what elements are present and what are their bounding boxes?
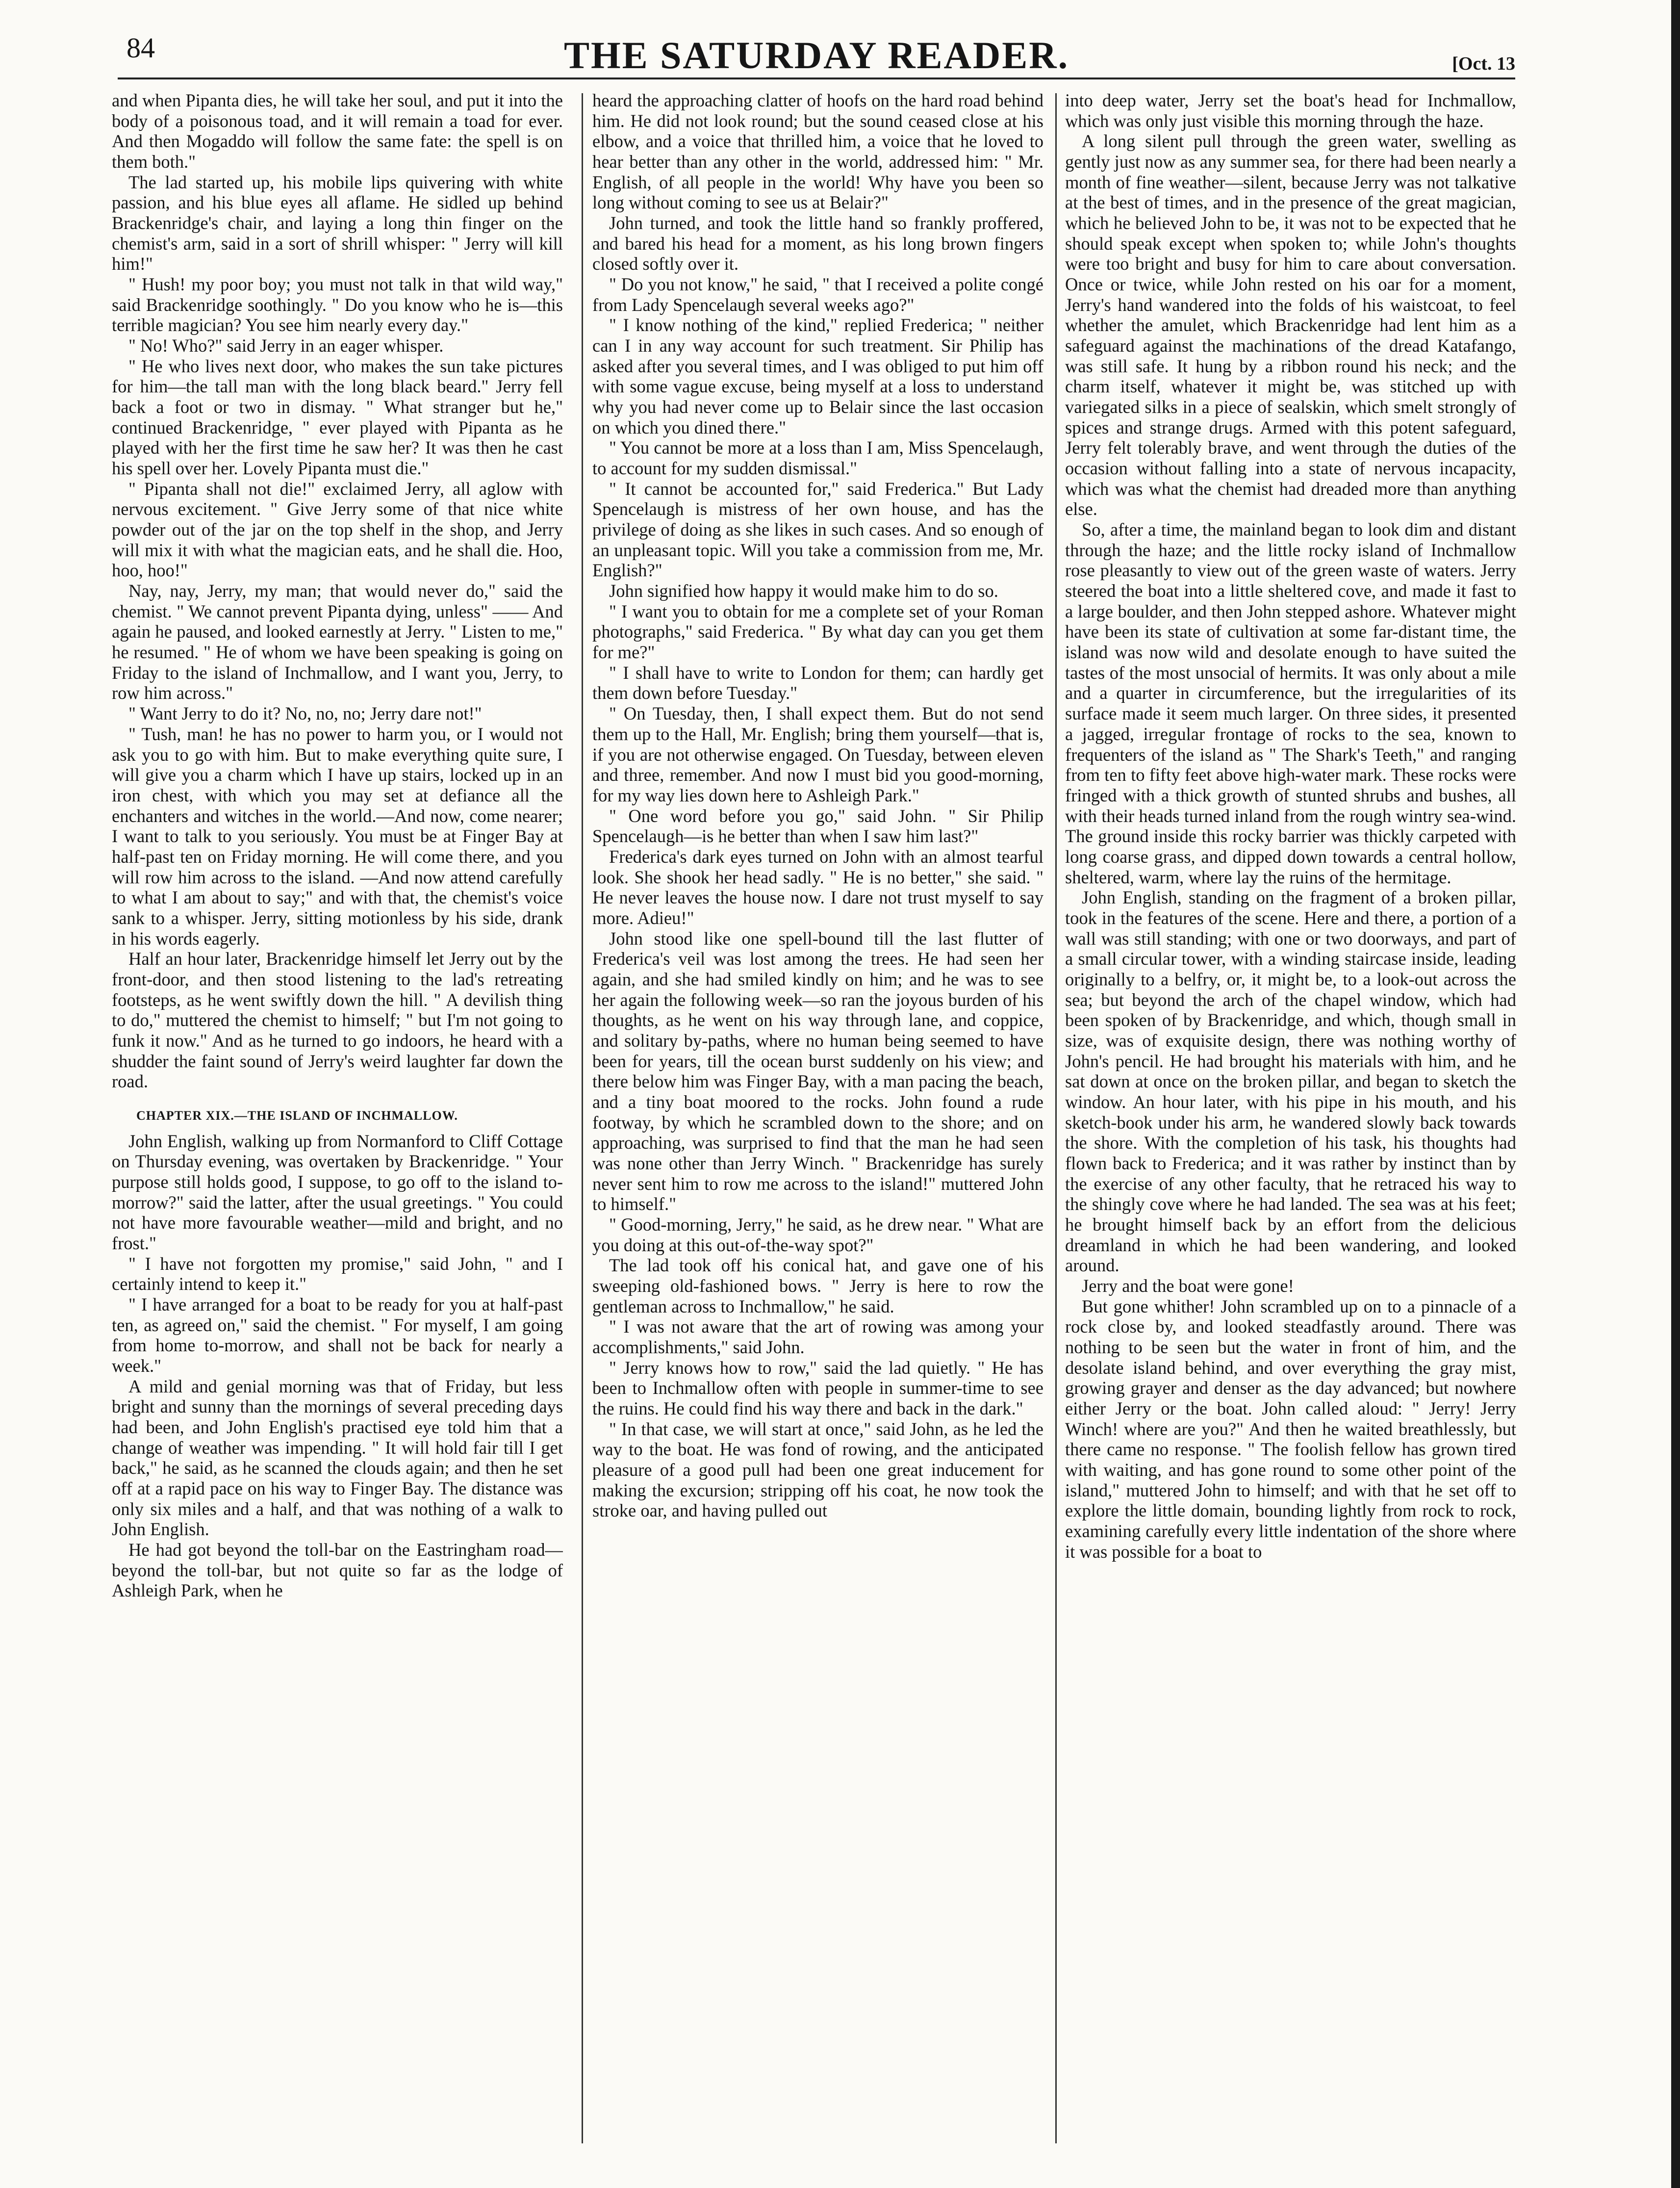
column-divider [1055,93,1057,2143]
paragraph: " Want Jerry to do it? No, no, no; Jerry dare not!" [128,703,482,724]
paragraph: " I shall have to write to London for them; can hardly get them down before Tuesday." [592,662,1044,703]
paragraph: A mild and genial morning was that of Friday, but less bright and sunny than the mornings of several preceding days had been, and John English's practised eye told him that a change of weather was impending. " It will hold fair till I get back," he said, as he scanned the clouds again; and then he set off at a rapid pace on his way to Finger Bay. The distance was only six miles and a half, and that was nothing of a walk to John English. [112,1376,563,1540]
paragraph: " No! Who?" said Jerry in an eager whisper. [128,335,444,356]
paragraph: " Do you not know," he said, " that I received a polite congé from Lady Spencelaugh several weeks ago?" [592,274,1044,315]
paragraph: Jerry and the boat were gone! [1082,1275,1294,1296]
masthead [118,14,1515,87]
paragraph: Nay, nay, Jerry, my man; that would never do," said the chemist. " We cannot prevent Pipanta dying, unless" —— And again he paused, and looked earnestly at Jerry. " Listen to me," he resumed. " He of whom we have been speaking is going on Friday to the island of Inchmallow, and I want you, Jerry, to row him across." [112,581,563,703]
paragraph: John English, walking up from Normanford to Cliff Cottage on Thursday evening, was overtaken by Brackenridge. " Your purpose still holds good, I suppose, to go off to the island to-morrow?" said the latter, after the usual greetings. " You could not have more favourable weather—mild and bright, and no frost." [112,1131,563,1253]
paragraph: " Hush! my poor boy; you must not talk in that wild way," said Brackenridge soothingly. " Do you know who he is—this terrible magician? You see him nearly every day." [112,274,563,335]
text-column-2 [592,90,1044,2155]
paragraph: heard the approaching clatter of hoofs on the hard road behind him. He did not look round; but the sound ceased close at his elbow, and a voice that thrilled him, a voice that he loved to hear better than any other in the world, addressed him: " Mr. English, of all people in the world! Why have you been so long without coming to see us at Belair?" [592,90,1044,213]
paragraph: into deep water, Jerry set the boat's head for Inchmallow, which was only just visible this morning through the haze. [1065,90,1516,131]
column-divider [582,93,583,2143]
issue-date: [Oct. 13 [1452,53,1515,74]
text-column-3 [1065,90,1516,2155]
paragraph: Frederica's dark eyes turned on John with an almost tearful look. She shook her head sadly. " He is no better," she said. " He never leaves the house now. I dare not trust myself to say more. Adieu!" [592,846,1044,928]
paragraph: " On Tuesday, then, I shall expect them. But do not send them up to the Hall, Mr. English; bring them yourself—that is, if you are not otherwise engaged. On Tuesday, between eleven and three, remember. And now I must bid you good-morning, for my way lies down here to Ashleigh Park." [592,703,1044,805]
paragraph: " I have arranged for a boat to be ready for you at half-past ten, as agreed on," said the chemist. " For myself, I am going from home to-morrow, and shall not be back for nearly a week." [112,1294,563,1376]
paragraph: John stood like one spell-bound till the last flutter of Frederica's veil was lost among the trees. He had seen her again, and she had smiled kindly on him; and he was to see her again the following week—so ran the joyous burden of his thoughts, as he went on his way through lane, and coppice, and solitary by-paths, where no human being seemed to have been for years, till the ocean burst suddenly on his view; and there below him was Finger Bay, with a man pacing the beach, and a tiny boat moored to the rocks. John found a rude footway, by which he scrambled down to the shore; and on approaching, was surprised to find that the man he had seen was none other than Jerry Winch. " Brackenridge has surely never sent him to row me across to the island!" muttered John to himself." [592,928,1044,1214]
paragraph: John English, standing on the fragment of a broken pillar, took in the features of the scene. Here and there, a portion of a wall was still standing; with one or two doorways, and part of a small circular tower, with a winding staircase inside, leading originally to a belfry, or, it might be, to a look-out across the sea; but beyond the arch of the chapel window, which had been spoken of by Brackenridge, and which, though small in size, was of exquisite design, there was nothing worthy of John's pencil. He had brought his materials with him, and he sat down at once on the broken pillar, and began to sketch the window. An hour later, with his pipe in his mouth, and his sketch-book under his arm, he wandered slowly back towards the shore. With the completion of his task, his thoughts had flown back to Frederica; and it was rather by instinct than by the exercise of any other faculty, that he retraced his way to the shingly cove where he had landed. The sea was at his feet; he brought himself back by an effort from the delicious dreamland in which he had been wandering, and looked around. [1065,887,1516,1276]
paragraph: John signified how happy it would make him to do so. [609,581,998,601]
paragraph: The lad took off his conical hat, and gave one of his sweeping old-fashioned bows. " Jerry is here to row the gentleman across to Inchmallow," he said. [592,1255,1044,1316]
paragraph: The lad started up, his mobile lips quivering with white passion, and his blue eyes all aflame. He sidled up behind Brackenridge's chair, and laying a long thin finger on the chemist's arm, said in a sort of shrill whisper: " Jerry will kill him!" [112,172,563,274]
paragraph: " I was not aware that the art of rowing was among your accomplishments," said John. [592,1316,1044,1357]
publication-title: THE SATURDAY READER. [563,34,1069,77]
paragraph: " One word before you go," said John. " Sir Philip Spencelaugh—is he better than when I saw him last?" [592,805,1044,847]
paragraph: " He who lives next door, who makes the sun take pictures for him—the tall man with the long black beard." Jerry fell back a foot or two in dismay. " What stranger but he," continued Brackenridge, " ever played with Pipanta as he played with her the first time he saw her? It was then he cast his spell over her. Lovely Pipanta must die." [112,356,563,479]
paragraph: " I have not forgotten my promise," said John, " and I certainly intend to keep it." [112,1253,563,1294]
page-number: 84 [127,32,155,64]
paragraph: and when Pipanta dies, he will take her soul, and put it into the body of a poisonous toad, and it will remain a toad for ever. And then Mogaddo will follow the same fate: the spell is on them both." [112,90,563,172]
paragraph: " In that case, we will start at once," said John, as he led the way to the boat. He was fond of rowing, and the anticipated pleasure of a good pull had been one great inducement for making the excursion; stripping off his coat, he now took the stroke oar, and having pulled out [592,1418,1044,1521]
paragraph: Half an hour later, Brackenridge himself let Jerry out by the front-door, and then stood listening to the lad's retreating footsteps, as he went swiftly down the hill. " A devilish thing to do," muttered the chemist to himself; " but I'm not going to funk it now." And as he turned to go indoors, he heard with a shudder the faint sound of Jerry's weird laughter far down the road. [112,949,563,1092]
paragraph: He had got beyond the toll-bar on the Eastringham road—beyond the toll-bar, but not quite so far as the lodge of Ashleigh Park, when he [112,1540,563,1601]
paragraph: " Pipanta shall not die!" exclaimed Jerry, all aglow with nervous excitement. " Give Jerry some of that nice white powder out of the jar on the top shelf in the shop, and Jerry will mix it with what the magician eats, and he shall die. Hoo, hoo, hoo!" [112,478,563,581]
paragraph: " Jerry knows how to row," said the lad quietly. " He has been to Inchmallow often with people in summer-time to see the ruins. He could find his way there and back in the dark." [592,1357,1044,1418]
paragraph: John turned, and took the little hand so frankly proffered, and bared his head for a moment, as his long brown fingers closed softly over it. [592,213,1044,274]
scan-edge-shadow [1671,0,1680,2188]
paragraph: But gone whither! John scrambled up on to a pinnacle of a rock close by, and looked steadfastly around. There was nothing to be seen but the water in front of him, and the desolate island behind, and over everything the gray mist, growing grayer and denser as the day advanced; but nowhere either Jerry or the boat. John called aloud: " Jerry! Jerry Winch! where are you?" And then he waited breathlessly, but there came no response. " The foolish fellow has grown tired with waiting, and has gone round to some other point of the island," muttered John to himself; and with that he set off to explore the little domain, bounding lightly from rock to rock, examining carefully every little indentation of the shore where it was possible for a boat to [1065,1296,1516,1562]
paragraph: " I know nothing of the kind," replied Frederica; " neither can I in any way account for such treatment. Sir Philip has asked after you several times, and I was obliged to put him off with some vague excuse, being myself at a loss to understand why you had never come up to Belair since the last occasion on which you dined there." [592,315,1044,438]
paragraph: " Good-morning, Jerry," he said, as he drew near. " What are you doing at this out-of-the-way spot?" [592,1214,1044,1255]
paragraph: " It cannot be accounted for," said Frederica." But Lady Spencelaugh is mistress of her own house, and has the privilege of doing as she likes in such cases. And so enough of an unpleasant topic. Will you take a commission from me, Mr. English?" [592,478,1044,581]
paragraph: " Tush, man! he has no power to harm you, or I would not ask you to go with him. But to make everything quite sure, I will give you a charm which I have up stairs, locked up in an iron chest, with which you may set at defiance all the enchanters and witches in the world.—And now, come nearer; I want to talk to you seriously. You must be at Finger Bay at half-past ten on Friday morning. He will come there, and you will row him across to the island. —And now attend carefully to what I am about to say;" and with that, the chemist's voice sank to a whisper. Jerry, sitting motionless by his side, drank in his words eagerly. [112,723,563,949]
text-column-1 [112,90,563,2155]
paragraph: A long silent pull through the green water, swelling as gently just now as any summer sea, for there had been nearly a month of fine weather—silent, because Jerry was not talkative at the best of times, and in the presence of the great magician, which he believed John to be, it was not to be expected that he should speak except when spoken to; while John's thoughts were too bright and busy for him to care about conversation. Once or twice, while John rested on his oar for a moment, Jerry's hand wandered into the folds of his waistcoat, to feel whether the amulet, which Brackenridge had lent him as a safeguard against the machinations of the dread Katafango, was still safe. It hung by a ribbon round his neck; and the charm itself, whatever it might be, was stitched up with variegated silks in a piece of sealskin, which smelt strongly of spices and strange drugs. Armed with this potent safeguard, Jerry felt tolerably brave, and went through the duties of the occasion without falling into a state of nervous incapacity, which was what the chemist had dreaded more than anything else. [1065,131,1516,519]
header-rule [118,77,1515,79]
paragraph: So, after a time, the mainland began to look dim and distant through the haze; and the little rocky island of Inchmallow rose pleasantly to view out of the green waste of waters. Jerry steered the boat into a little sheltered cove, and made it fast to a large boulder, and then John stepped ashore. Whatever might have been its state of cultivation at some far-distant time, the island was now wild and desolate enough to have suited the tastes of the most unsocial of hermits. It was only about a mile and a quarter in circumference, but the irregularities of its surface made it seem much larger. On three sides, it presented a jagged, irregular frontage of rocks to the sea, known to frequenters of the island as " The Shark's Teeth," and ranging from ten to fifty feet above high-water mark. These rocks were fringed with a thick growth of stunted shrubs and bushes, all with their heads turned inland from the rough wintry sea-wind. The ground inside this rocky barrier was thickly carpeted with long coarse grass, and dipped down towards a central hollow, sheltered, warm, where lay the ruins of the hermitage. [1065,519,1516,887]
paragraph: " I want you to obtain for me a complete set of your Roman photographs," said Frederica. " By what day can you get them for me?" [592,601,1044,663]
chapter-heading: CHAPTER XIX.—THE ISLAND OF INCHMALLOW. [136,1108,458,1123]
paragraph: " You cannot be more at a loss than I am, Miss Spencelaugh, to account for my sudden dismissal." [592,438,1044,479]
